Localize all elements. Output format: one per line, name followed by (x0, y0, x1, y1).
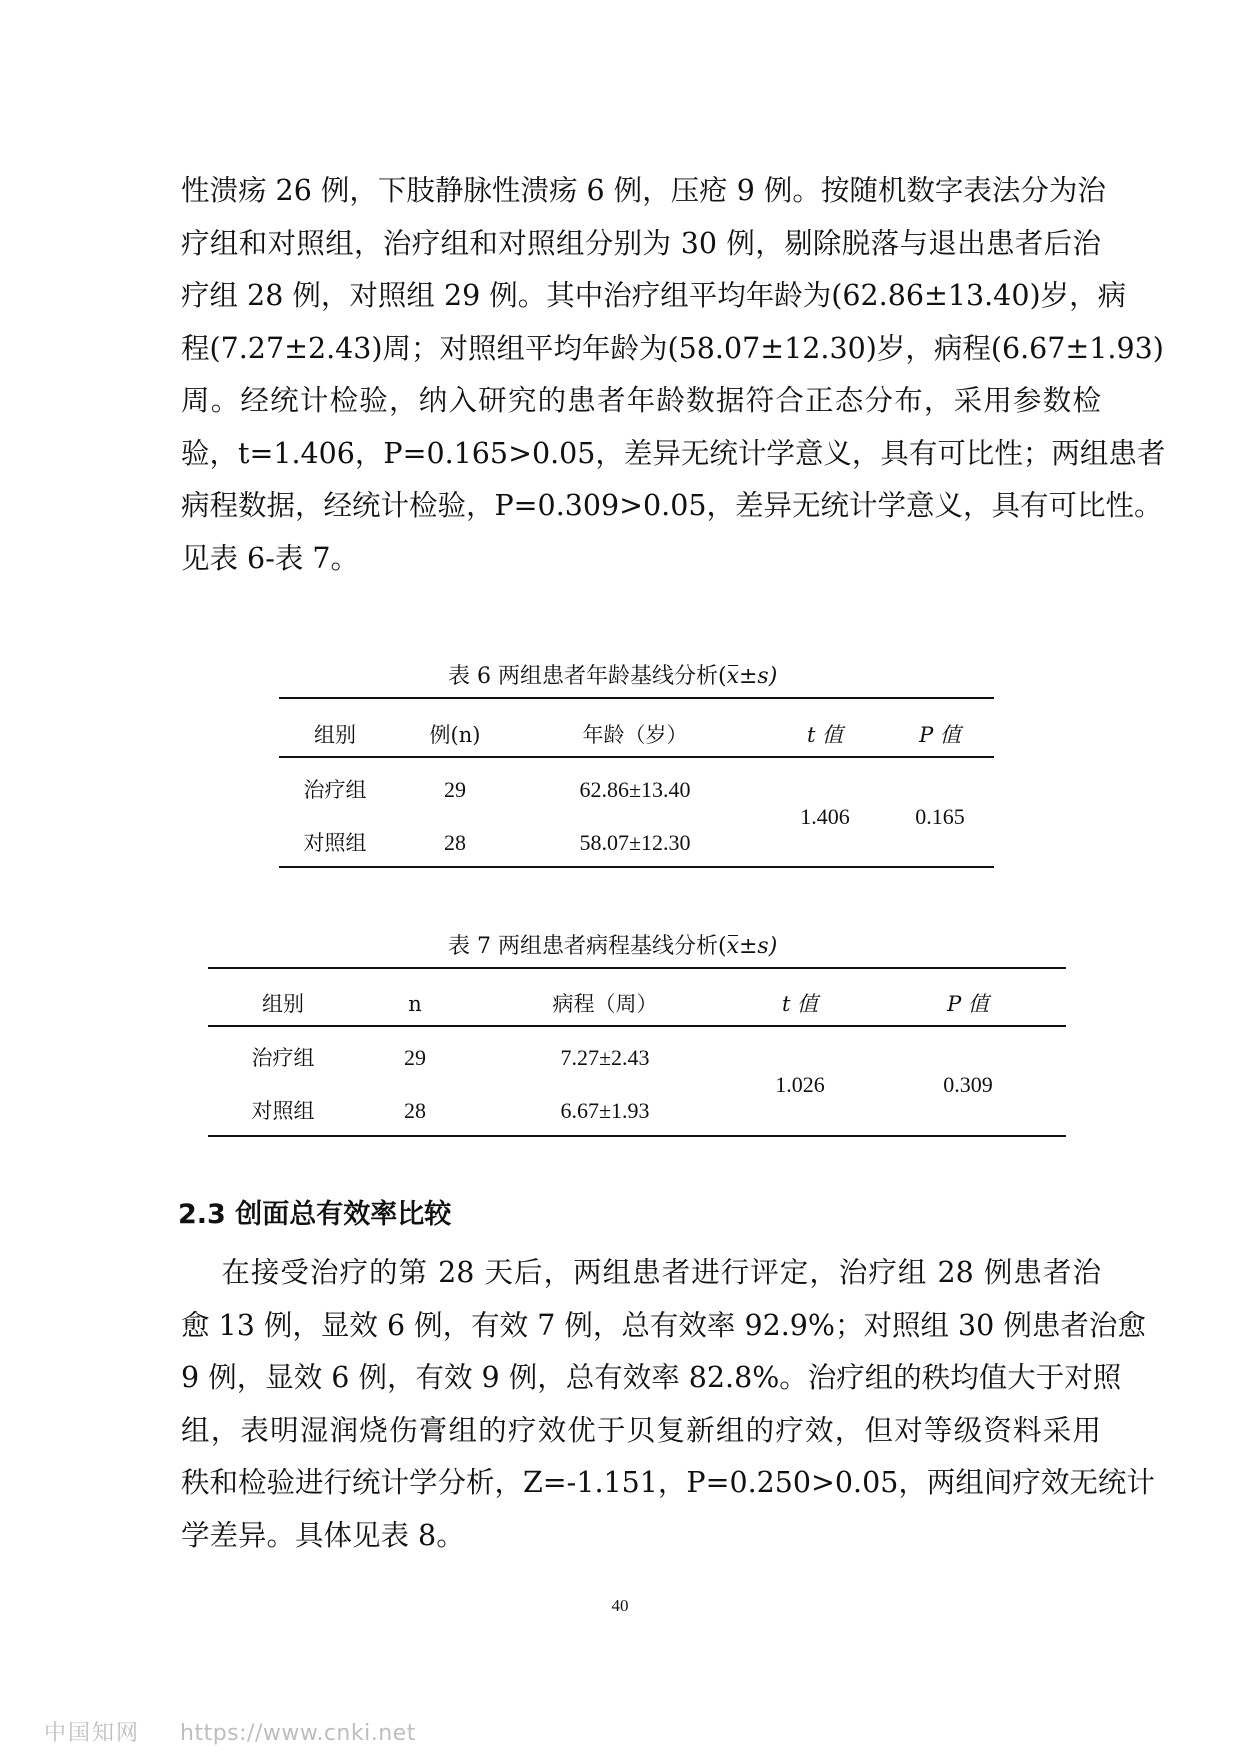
table-7-header-group: 组别 (262, 992, 304, 1016)
body-paragraph-2 (181, 1247, 1155, 1562)
table-7-header-t: t 值 (781, 992, 819, 1016)
table-6-t-value: 1.406 (800, 804, 850, 829)
table-7-row-2-n: 28 (404, 1098, 426, 1123)
table-6-row-2-n: 28 (444, 830, 466, 855)
table-7-caption (448, 933, 777, 961)
table-6-header-rule (279, 756, 994, 758)
table-7-row-1-n: 29 (404, 1045, 426, 1070)
paragraph-line: 性溃疡 26 例，下肢静脉性溃疡 6 例，压疮 9 例。按随机数字表法分为治 (181, 174, 1106, 207)
table-6-row-2-value: 58.07±12.30 (579, 830, 691, 855)
table-7-row-2-group: 对照组 (251, 1099, 315, 1123)
table-7-top-rule (208, 967, 1066, 969)
cnki-watermark (44, 1716, 416, 1747)
table-6-header-p: P 值 (919, 723, 961, 747)
table-7-header-rule (208, 1025, 1066, 1027)
table-6-header-n: 例(n) (429, 723, 481, 747)
paragraph-line: 学差异。具体见表 8。 (181, 1518, 465, 1552)
paragraph-line: 在接受治疗的第 28 天后，两组患者进行评定，治疗组 28 例患者治 (181, 1256, 1101, 1289)
table-7-header-n: n (408, 992, 422, 1016)
paragraph-line: 秩和检验进行统计学分析，Z=-1.151，P=0.250>0.05，两组间疗效无统计 (181, 1466, 1155, 1499)
table-6-header-t: t 值 (806, 723, 844, 747)
caption-text: ±s) (739, 664, 778, 689)
table-6-caption (448, 663, 777, 691)
paragraph-line: 组，表明湿润烧伤膏组的疗效优于贝复新组的疗效，但对等级资料采用 (181, 1413, 1101, 1447)
paragraph-line: 周。经统计检验，纳入研究的患者年龄数据符合正态分布，采用参数检 (181, 384, 1101, 417)
table-7-row-1-group: 治疗组 (251, 1046, 315, 1070)
table-6-p-value: 0.165 (915, 804, 965, 829)
section-heading: 2.3 创面总有效率比较 (178, 1199, 452, 1230)
table-7-header-p: P 值 (947, 992, 989, 1016)
caption-text: 表 7 两组患者病程基线分析( (448, 934, 727, 959)
table-7-header-value: 病程（周） (552, 992, 658, 1016)
paragraph-line: 愈 13 例，显效 6 例，有效 7 例，总有效率 92.9%；对照组 30 例患者治愈 (181, 1308, 1146, 1342)
table-6-row-1-group: 治疗组 (303, 778, 367, 802)
mean-symbol: x (726, 664, 739, 689)
paragraph-line: 9 例，显效 6 例，有效 9 例，总有效率 82.8%。治疗组的秩均值大于对照 (181, 1361, 1122, 1394)
body-paragraph-1 (181, 165, 1166, 585)
paragraph-line: 程(7.27±2.43)周；对照组平均年龄为(58.07±12.30)岁，病程(6.67±1.93) (181, 331, 1164, 365)
table-7-bottom-rule (208, 1135, 1066, 1137)
mean-symbol: x (726, 934, 739, 959)
paragraph-line: 疗组 28 例，对照组 29 例。其中治疗组平均年龄为(62.86±13.40)岁，病 (181, 279, 1127, 312)
table-6-row-2-group: 对照组 (303, 831, 367, 855)
paragraph-line: 见表 6-表 7。 (181, 541, 360, 575)
watermark-logo: 中国知网 (44, 1721, 141, 1746)
table-6-top-rule (279, 697, 994, 699)
table-6-row-1-value: 62.86±13.40 (579, 777, 691, 802)
table-7-row-2-value: 6.67±1.93 (560, 1098, 650, 1123)
caption-text: ±s) (739, 934, 778, 959)
table-7-row-1-value: 7.27±2.43 (560, 1045, 650, 1070)
table-6-header-group: 组别 (314, 723, 356, 747)
page-number: 40 (611, 1596, 629, 1615)
watermark-url: https://www.cnki.net (180, 1721, 416, 1746)
table-6-bottom-rule (279, 866, 994, 868)
paragraph-line: 疗组和对照组，治疗组和对照组分别为 30 例，剔除脱落与退出患者后治 (181, 226, 1101, 260)
table-6-header-value: 年龄（岁） (582, 723, 688, 747)
caption-text: 表 6 两组患者年龄基线分析( (448, 664, 727, 689)
table-7-t-value: 1.026 (775, 1072, 825, 1097)
paragraph-line: 验，t=1.406，P=0.165>0.05，差异无统计学意义，具有可比性；两组患者 (181, 436, 1166, 470)
table-7-p-value: 0.309 (943, 1072, 993, 1097)
table-6-row-1-n: 29 (444, 777, 466, 802)
paragraph-line: 病程数据，经统计检验，P=0.309>0.05，差异无统计学意义，具有可比性。 (181, 489, 1163, 522)
